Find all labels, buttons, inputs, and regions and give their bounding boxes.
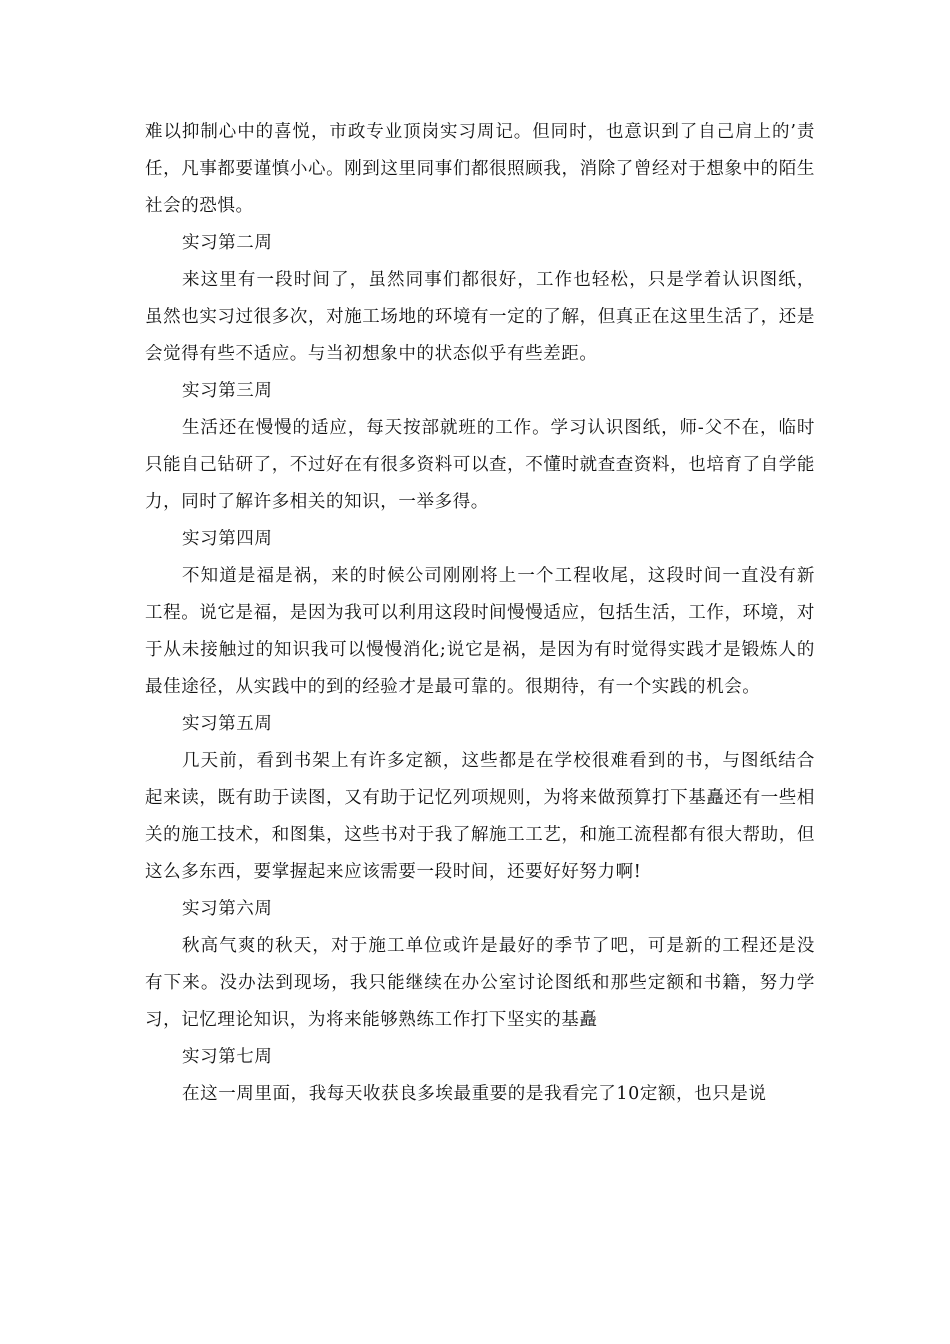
document-body [145,114,815,1113]
heading-week-2: 实习第二周 [182,233,273,253]
heading-week-5: 实习第五周 [182,714,273,734]
paragraph-intro: 难以抑制心中的喜悦，市政专业顶岗实习周记。但同时，也意识到了自己肩上的’责任，凡事都要谨慎小心。刚到这里同事们都很照顾我，消除了曾经对于想象中的陌生社会的恐惧。 [145,122,815,216]
paragraph-week-4: 不知道是福是祸，来的时候公司刚刚将上一个工程收尾，这段时间一直没有新工程。说它是福，是因为我可以利用这段时间慢慢适应，包括生活，工作，环境，对于从未接触过的知识我可以慢慢消化;说它是祸，是因为有时觉得实践才是锻炼人的最佳途径，从实践中的到的经验才是最可靠的。很期待，有一个实践的机会。 [145,566,815,697]
paragraph-week-3: 生活还在慢慢的适应，每天按部就班的工作。学习认识图纸，师-父不在，临时只能自己钻研了，不过好在有很多资料可以查，不懂时就查查资料，也培育了自学能力，同时了解许多相关的知识，一举多得。 [145,418,815,512]
heading-week-6: 实习第六周 [182,899,273,919]
paragraph-week-2: 来这里有一段时间了，虽然同事们都很好，工作也轻松，只是学着认识图纸，虽然也实习过很多次，对施工场地的环境有一定的了解，但真正在这里生活了，还是会觉得有些不适应。与当初想象中的状态似乎有些差距。 [145,270,815,364]
heading-week-7: 实习第七周 [182,1047,273,1067]
paragraph-week-7: 在这一周里面，我每天收获良多埃最重要的是我看完了10定额，也只是说 [182,1084,767,1104]
paragraph-week-5: 几天前，看到书架上有许多定额，这些都是在学校很难看到的书，与图纸结合起来读，既有助于读图，又有助于记忆列项规则，为将来做预算打下基矗还有一些相关的施工技术，和图集，这些书对于我了解施工工艺，和施工流程都有很大帮助，但这么多东西，要掌握起来应该需要一段时间，还要好好努力啊! [145,751,815,882]
heading-week-3: 实习第三周 [182,381,273,401]
heading-week-4: 实习第四周 [182,529,273,549]
paragraph-week-6: 秋高气爽的秋天，对于施工单位或许是最好的季节了吧，可是新的工程还是没有下来。没办法到现场，我只能继续在办公室讨论图纸和那些定额和书籍，努力学习，记忆理论知识，为将来能够熟练工作打下坚实的基矗 [145,936,815,1030]
